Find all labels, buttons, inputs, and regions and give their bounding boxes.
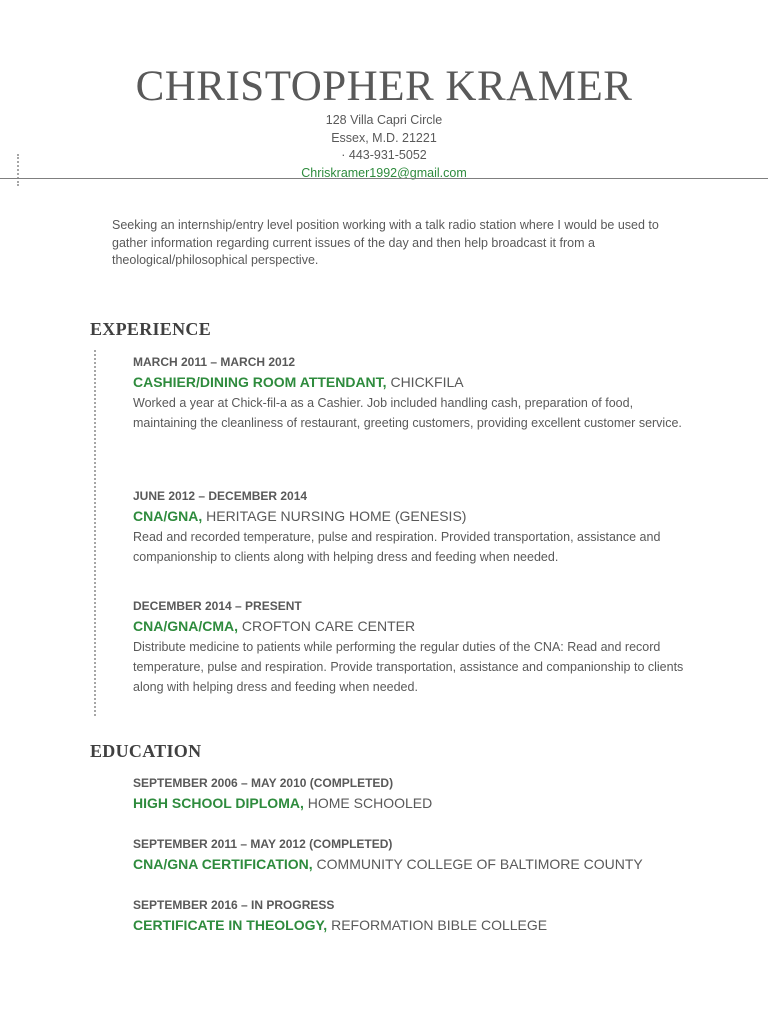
credential-title: HIGH SCHOOL DIPLOMA, [133,795,304,811]
education-credential [133,793,693,813]
credential-title: CERTIFICATE IN THEOLOGY, [133,917,328,933]
school-name: HOME SCHOOLED [307,795,433,811]
job-title: CASHIER/DINING ROOM ATTENDANT, [133,374,387,390]
header-divider [0,178,768,179]
credential-title: CNA/GNA CERTIFICATION, [133,856,313,872]
experience-role [133,372,693,392]
education-dates: SEPTEMBER 2016 – IN PROGRESS [133,898,335,912]
school-name: REFORMATION BIBLE COLLEGE [331,917,548,933]
address-line-1: 128 Villa Capri Circle [325,113,443,127]
experience-dates: DECEMBER 2014 – PRESENT [133,599,302,613]
education-dates: SEPTEMBER 2006 – MAY 2010 (COMPLETED) [133,776,394,790]
experience-timeline-line [94,350,96,716]
education-item [133,775,693,813]
phone-number: · 443-931-5052 [341,148,427,162]
address-line-2: Essex, M.D. 21221 [331,130,437,145]
job-title: CNA/GNA/CMA, [133,618,238,634]
experience-dates: JUNE 2012 – DECEMBER 2014 [133,489,308,503]
employer: HERITAGE NURSING HOME (GENESIS) [206,508,467,524]
experience-dates: MARCH 2011 – MARCH 2012 [133,355,296,369]
experience-item [133,354,693,433]
education-credential [133,854,693,874]
margin-marker [17,154,19,186]
experience-item [133,598,693,697]
objective-statement: Seeking an internship/entry level position working with a talk radio station where I would be used to gather information regarding current issues of the day and then help broadcast it from a theological/philosophical perspective. [112,218,659,267]
employer: CROFTON CARE CENTER [241,618,416,634]
email-link[interactable] [0,165,768,183]
education-item [133,836,693,874]
employer: CHICKFILA [390,374,464,390]
experience-item [133,488,693,567]
experience-role [133,616,693,636]
education-item [133,897,693,935]
school-name: COMMUNITY COLLEGE OF BALTIMORE COUNTY [316,856,643,872]
candidate-name: CHRISTOPHER KRAMER [135,63,633,110]
education-dates: SEPTEMBER 2011 – MAY 2012 (COMPLETED) [133,837,393,851]
experience-heading: EXPERIENCE [90,319,212,339]
job-title: CNA/GNA, [133,508,203,524]
job-description: Read and recorded temperature, pulse and respiration. Provided transportation, assistance and companionship to clients along with helping dress and feeding when needed. [133,530,661,564]
job-description: Distribute medicine to patients while performing the regular duties of the CNA: Read and record temperature, pulse and respiration. Provide transportation, assistance and companionship to clients along with helping dress and feeding when needed. [133,640,684,694]
education-heading: EDUCATION [90,741,202,761]
education-credential [133,915,693,935]
job-description: Worked a year at Chick-fil-a as a Cashier. Job included handling cash, preparation of food, maintaining the cleanliness of restaurant, greeting customers, providing excellent customer service. [133,396,682,430]
email-text[interactable]: Chriskramer1992@gmail.com [301,165,467,180]
experience-role [133,506,693,526]
